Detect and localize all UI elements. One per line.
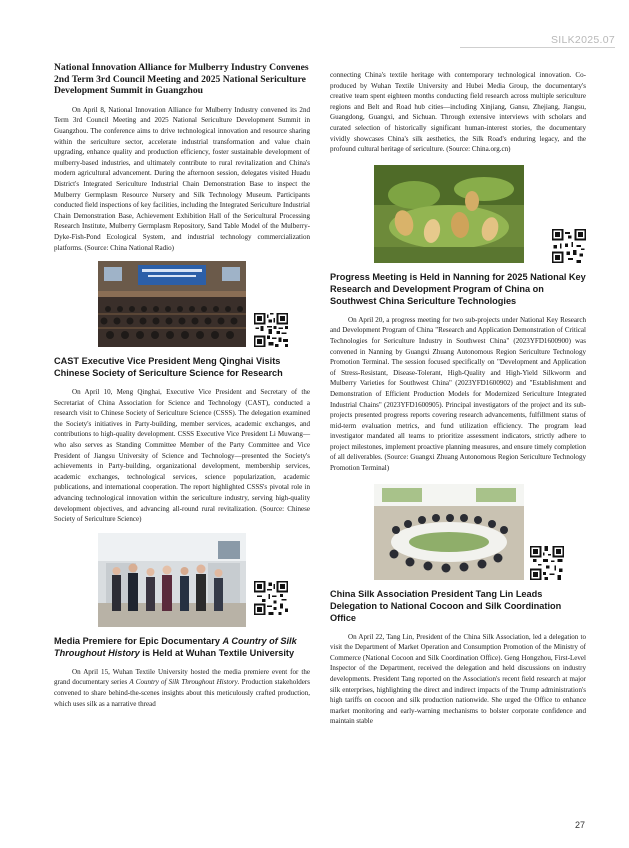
qr-code-icon[interactable]: [530, 546, 564, 580]
article-4-title: Progress Meeting is Held in Nanning for 2025 National Key Research and Development Program of China on Southwest China Sericulture Technologies: [330, 271, 586, 306]
meeting-room-photo: [374, 484, 524, 580]
qr-code-icon[interactable]: [254, 581, 288, 615]
header-band: [530, 0, 629, 46]
article-3-media: [330, 165, 586, 263]
article-5-body: On April 22, Tang Lin, President of the China Silk Association, led a delegation to visit the Department of Market Operation and Consumption Promotion of the Ministry of Commerce (National Cocoon and Silk Coordination Office). Geng Hongzhou, First-Level Inspector of the Department, received the delegation and held discussions on industry developments. President Tang reported on the Association's recent field research at major silk enterprises, highlighting the direct and indirect impacts of the Trump administration's high tariffs on cocoon and silk production nationwide. She urged the Office to enhance market monitoring and early-warning mechanisms to bolster corporate confidence and maintain stable: [330, 632, 586, 726]
museum-visit-image: [98, 533, 246, 627]
conference-hall-image: [98, 261, 246, 347]
article-1-title: National Innovation Alliance for Mulberry Industry Convenes 2nd Term 3rd Council Meeting and 2025 National Sericulture Development Summit in Guangzhou: [54, 62, 309, 97]
article-3-body: On April 15, Wuhan Textile University hosted the media premiere event for the grand documentary series A Country of Silk Throughout History. Production stakeholders convened to share behind-the-scenes insights about this meticulously crafted production, which uses silk as a narrative thread: [54, 667, 310, 708]
journal-tag: SILK2025.07: [550, 34, 615, 46]
right-column: [330, 70, 586, 727]
left-column: [54, 62, 310, 709]
article-4-media: [330, 484, 586, 580]
article-3-body-continued: connecting China's textile heritage with contemporary technological innovation. Co-produced by Wuhan Textile University and Hubei Media Group, the documentary's creative team spent eighteen months conducting field research across multiple sericulture regions and Belt and Road hub cities—including Xinjiang, Gansu, Zhejiang, Jiangsu, Guangdong, Guangxi, and Sichuan. Through extensive interviews with scholars and curated selection of historically significant human-interest stories, the documentary vividly showcases China's silk aesthetics, the Silk Road's enduring legacy, and the profound cultural heritage of sericulture. (Source: China.org.cn): [330, 71, 586, 154]
article-4-body: On April 20, a progress meeting for two sub-projects under National Key Research and Development Program of China "Research and Application Demonstration of Critical Technologies for Sericulture Industry in Southwest China" (2023YFD1600900) was convened in Nanning by Guangxi Zhuang Autonomous Region Sericulture Technology Promotion Terminal. The session focused specifically on "Development and Application of Stress-Resistant, Disease-Tolerant, High-Quality and High-Yield Silkworm and Mulberry Varieties for Southwest China" (2023YFD1600902) and "Establishment and Demonstration of Efficient Production Models for Modernized Sericulture Integrated Industrial Chains" (2023YFD1600905). Principal investigators of the project and its sub-projects presented progress reports covering research advancements, fulfillment status of mid-term evaluation metrics, and fund utilization efficiency. The program lead investigator mandated all teams to prioritize assessment indicators, strictly adhere to project milestones, implement proactive planning measures, and ensure timely completion of all deliverables. (Source: Guangxi Zhuang Autonomous Region Sericulture Technology Promotion Terminal): [330, 315, 586, 473]
article-1-media: [54, 261, 310, 347]
article-5-title: China Silk Association President Tang Lin Leads Delegation to National Cocoon and Silk Coordination Office: [330, 588, 562, 623]
qr-code-icon[interactable]: [254, 313, 288, 347]
article-2-title: CAST Executive Vice President Meng Qinghai Visits Chinese Society of Sericulture Science for Research: [54, 356, 283, 379]
conference-hall-photo: [98, 261, 246, 347]
article-2-body: On April 10, Meng Qinghai, Executive Vice President and Secretary of the Secretariat of China Association for Science and Technology (CAST), conducted a research visit to Chinese Society of Sericulture Science (CSSS). The delegation examined the Society's initiatives in Party-building, member services, academic exchanges, and contributions to high-quality development. CSSS Executive Vice President Li Muwang—who also serves as Standing Committee Member of the Party Committee and Vice President of Jiangsu University of Science and Technology—presented the Society's achievements in Party-building, organizational development, membership services, academic exchanges, technological services, science popularization, academic publications, and international cooperation. The report highlighted CSSS's pivotal role in advancing technological innovation within the sericulture industry, serving high-quality development objectives, and advancing all-round rural revitalization. (Source: Chinese Society of Sericulture Science): [54, 388, 310, 524]
header-rule: [460, 47, 615, 48]
article-3-title: Media Premiere for Epic Documentary A Country of Silk Throughout History is Held at Wuhan Textile University: [54, 635, 297, 658]
page-number: 27: [574, 820, 585, 830]
qr-code-icon[interactable]: [552, 229, 586, 263]
meeting-room-image: [374, 484, 524, 580]
cocoon-image: [374, 165, 524, 263]
museum-visit-photo: [98, 533, 246, 627]
cocoon-photo: [374, 165, 524, 263]
article-2-media: [54, 533, 310, 627]
article-1-body: On April 8, National Innovation Alliance for Mulberry Industry convened its 2nd Term 3rd Council Meeting and 2025 National Sericulture Development Summit in Guangzhou. The conference aims to drive technological innovation and resource sharing within the sericulture sector, accelerate industrial transformation and value chain upgrading, enhance quality and production efficiency, foster sustainable development of mulberry-based industries, and ultimately contribute to rural revitalization and China's modern agricultural advancement. During the afternoon session, delegates visited Huadu District's Integrated Sericulture Industrial Chain Demonstration Base to inspect the Mulberry Germplasm Resource Nursery and Silk Technology Museum. Participants conducted field inspections of key facilities, including the Integrated Sericulture Industrial Chain Demonstration Base, Achievement Exhibition Hall of the Sericultural Processing Research Institute, Mulberry Germplasm Repository, Sand Table Model of the Mulberry-Dyke-Fish-Pond Ecological System, and industrial technology commercialization platforms. (Source: China National Radio): [54, 105, 310, 252]
